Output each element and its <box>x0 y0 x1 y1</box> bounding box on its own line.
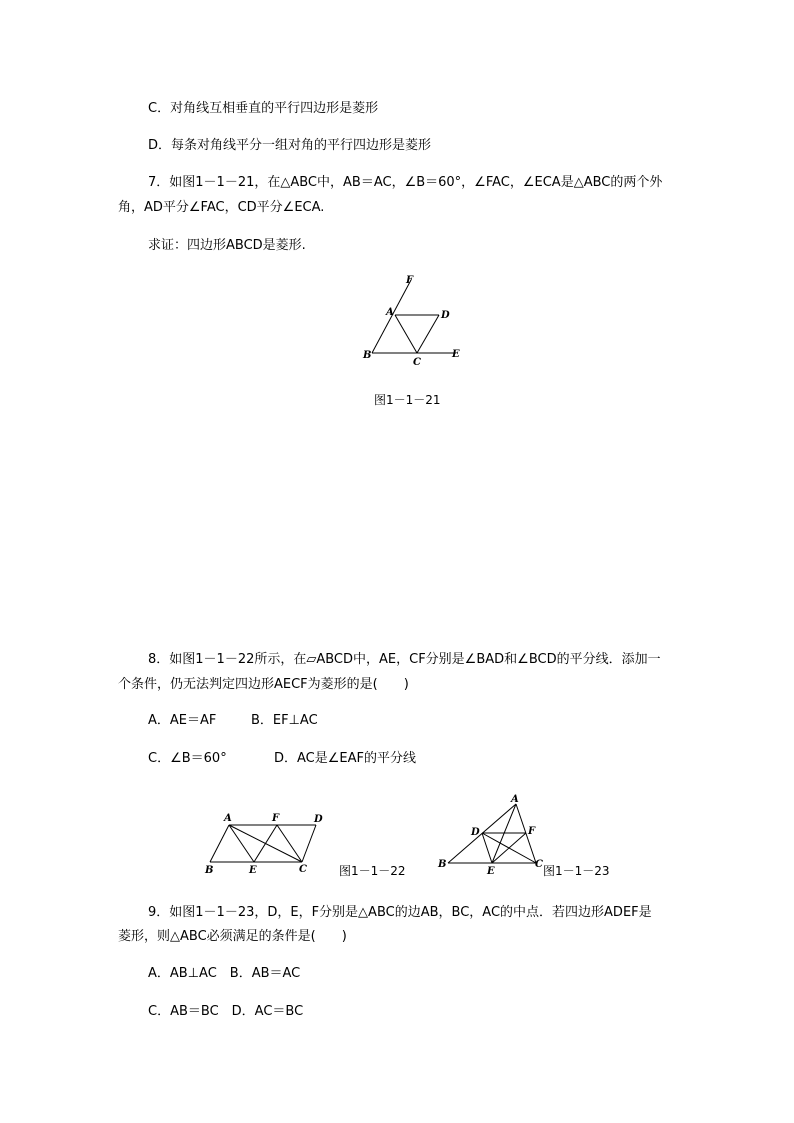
fig23-label-f: F <box>528 826 536 837</box>
q8-option-c: C．∠B＝60° <box>148 751 227 766</box>
figure-1-1-21 <box>360 270 470 370</box>
q9-text-line1: 9．如图1－1－23，D，E，F分别是△ABC的边AB，BC，AC的中点．若四边形ADEF是 <box>148 905 652 920</box>
fig22-label-a: A <box>224 813 232 824</box>
q9-options-cd: C．AB＝BC D．AC＝BC <box>148 1004 304 1019</box>
fig22-label-f: F <box>272 813 280 824</box>
fig22-label-c: C <box>299 864 307 875</box>
fig22-label-b: B <box>205 865 214 876</box>
fig21-label-f: F <box>406 275 414 286</box>
fig22-label-d: D <box>314 814 323 825</box>
q8-option-b: B．EF⊥AC <box>251 713 318 728</box>
fig21-label-a: A <box>386 307 394 318</box>
fig22-label-e: E <box>249 865 257 876</box>
q7-text-line2: 角，AD平分∠FAC，CD平分∠ECA. <box>118 200 325 215</box>
fig21-label-b: B <box>363 350 372 361</box>
fig23-label-d: D <box>471 827 480 838</box>
q7-text-line1: 7．如图1－1－21，在△ABC中，AB＝AC，∠B＝60°，∠FAC，∠ECA是△ABC的两个外 <box>148 175 663 190</box>
q7-prove: 求证：四边形ABCD是菱形. <box>148 238 306 253</box>
fig21-line-ac <box>395 315 417 353</box>
q6-option-c: C．对角线互相垂直的平行四边形是菱形 <box>148 101 379 116</box>
fig22-line-fe <box>254 825 277 862</box>
fig23-label-a: A <box>511 794 519 805</box>
figure-caption-1-1-21: 图1－1－21 <box>374 393 441 407</box>
q9-options-ab: A．AB⊥AC B．AB＝AC <box>148 966 301 981</box>
q8-option-a: A．AE＝AF <box>148 713 217 728</box>
fig22-line-ae <box>229 825 254 862</box>
fig21-label-d: D <box>441 310 450 321</box>
fig22-line-fc <box>277 825 302 862</box>
fig21-line-cd <box>417 315 439 353</box>
q8-option-d: D．AC是∠EAF的平分线 <box>274 751 416 766</box>
fig21-label-e: E <box>452 349 460 360</box>
fig22-line-ab <box>210 825 229 862</box>
figure-caption-1-1-22: 图1－1－22 <box>339 864 406 878</box>
fig23-label-c: C <box>535 859 543 870</box>
figure-1-1-23 <box>434 788 546 878</box>
figure-caption-1-1-23: 图1－1－23 <box>543 864 610 878</box>
q8-text-line1: 8．如图1－1－22所示，在▱ABCD中，AE，CF分别是∠BAD和∠BCD的平分线．添加一 <box>148 652 661 667</box>
q9-text-line2: 菱形，则△ABC必须满足的条件是( ) <box>118 929 347 944</box>
fig21-label-c: C <box>413 357 421 368</box>
fig23-label-b: B <box>438 859 447 870</box>
q6-option-d: D．每条对角线平分一组对角的平行四边形是菱形 <box>148 138 432 153</box>
fig22-line-dc <box>302 825 316 862</box>
figure-1-1-22 <box>198 806 338 878</box>
q8-text-line2: 个条件，仍无法判定四边形AECF为菱形的是( ) <box>118 677 409 692</box>
fig23-label-e: E <box>487 866 495 877</box>
